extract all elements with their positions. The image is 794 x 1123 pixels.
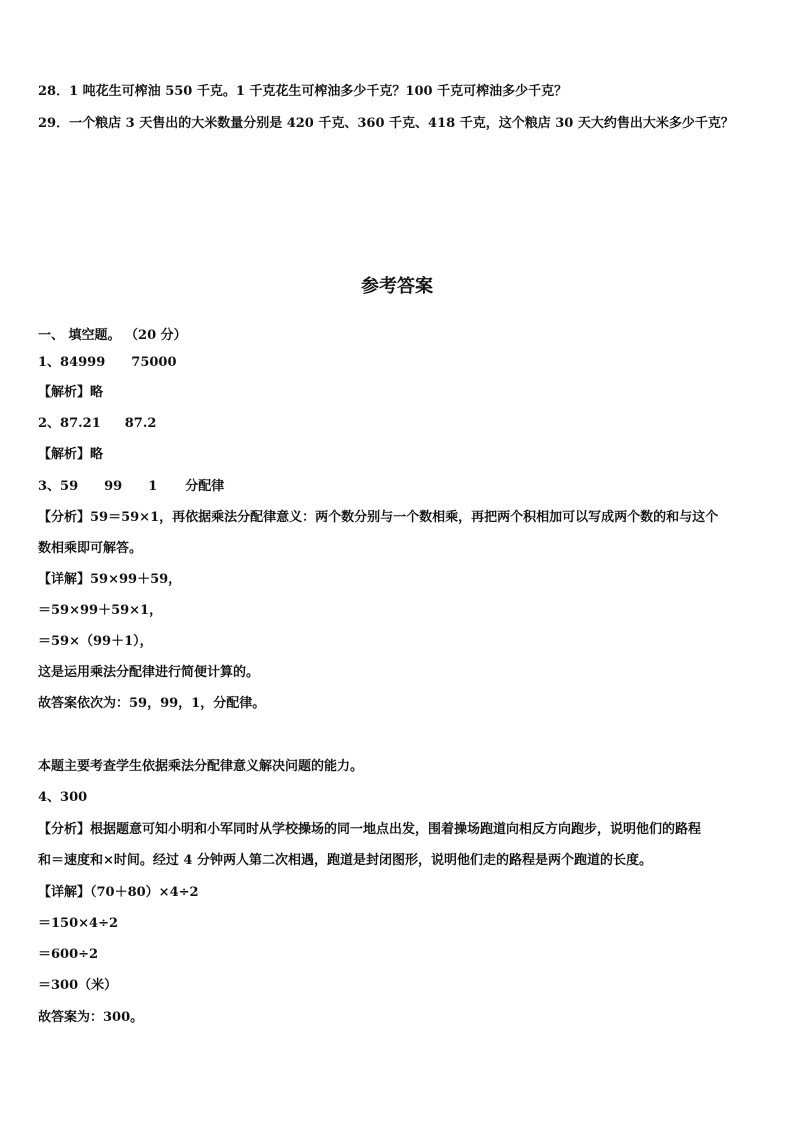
section-heading: 一、 填空题。 （20 分） xyxy=(38,328,187,343)
answer-4-detail-line-5: 故答案为：300。 xyxy=(38,1010,144,1025)
answer-4-detail-line-3: ＝600÷2 xyxy=(38,947,99,962)
answer-3-detail-line-5: 故答案依次为：59，99，1，分配律。 xyxy=(38,696,266,711)
question-29: 29．一个粮店 3 天售出的大米数量分别是 420 千克、360 千克、418 千克，这个粮店 30 天大约售出大米多少千克？ xyxy=(38,116,734,131)
answer-4-detail-line-4: ＝300（米） xyxy=(38,978,118,993)
question-28: 28．1 吨花生可榨油 550 千克。1 千克花生可榨油多少千克？100 千克可榨油多少千克？ xyxy=(38,84,568,99)
answer-4-analysis-line-1: 【分析】根据题意可知小明和小军同时从学校操场的同一地点出发，围着操场跑道向相反方向跑步，说明他们的路程 xyxy=(38,822,702,837)
answer-4: 4、300 xyxy=(38,790,88,805)
answer-3-value-4: 分配律 xyxy=(185,479,225,494)
answer-3-analysis-line-1: 【分析】59＝59×1，再依据乘法分配律意义：两个数分别与一个数相乘，再把两个积相加可以写成两个数的和与这个 xyxy=(38,510,719,525)
answer-3-analysis-line-2: 数相乘即可解答。 xyxy=(38,541,143,556)
answer-3-comment: 本题主要考查学生依据乘法分配律意义解决问题的能力。 xyxy=(38,759,364,774)
answer-3-detail-line-3: ＝59×（99＋1）， xyxy=(38,634,153,649)
answer-3 xyxy=(38,479,224,495)
answer-2-analysis: 【解析】略 xyxy=(38,447,104,462)
answer-3-detail-line-1: 【详解】59×99＋59， xyxy=(38,572,182,587)
answer-1 xyxy=(38,355,177,371)
answer-3-value-1: 3、59 xyxy=(38,479,79,494)
answer-2-value-1: 2、87.21 xyxy=(38,416,101,431)
answer-2 xyxy=(38,416,156,432)
answer-3-detail-line-2: ＝59×99＋59×1， xyxy=(38,603,163,618)
answer-1-analysis: 【解析】略 xyxy=(38,385,104,400)
answer-4-analysis-line-2: 和＝速度和×时间。经过 4 分钟两人第二次相遇，跑道是封闭图形，说明他们走的路程是两个跑道的长度。 xyxy=(38,853,652,868)
answer-3-value-3: 1 xyxy=(148,479,158,494)
answer-key-title: 参考答案 xyxy=(361,276,433,297)
answer-4-detail-line-2: ＝150×4÷2 xyxy=(38,916,119,931)
answer-3-value-2: 99 xyxy=(104,479,123,494)
answer-4-detail-line-1: 【详解】（70＋80）×4÷2 xyxy=(38,885,199,900)
answer-1-value-1: 1、84999 xyxy=(38,355,106,370)
answer-2-value-2: 87.2 xyxy=(124,416,157,431)
answer-3-detail-line-4: 这是运用乘法分配律进行简便计算的。 xyxy=(38,665,260,680)
answer-1-value-2: 75000 xyxy=(131,355,177,370)
